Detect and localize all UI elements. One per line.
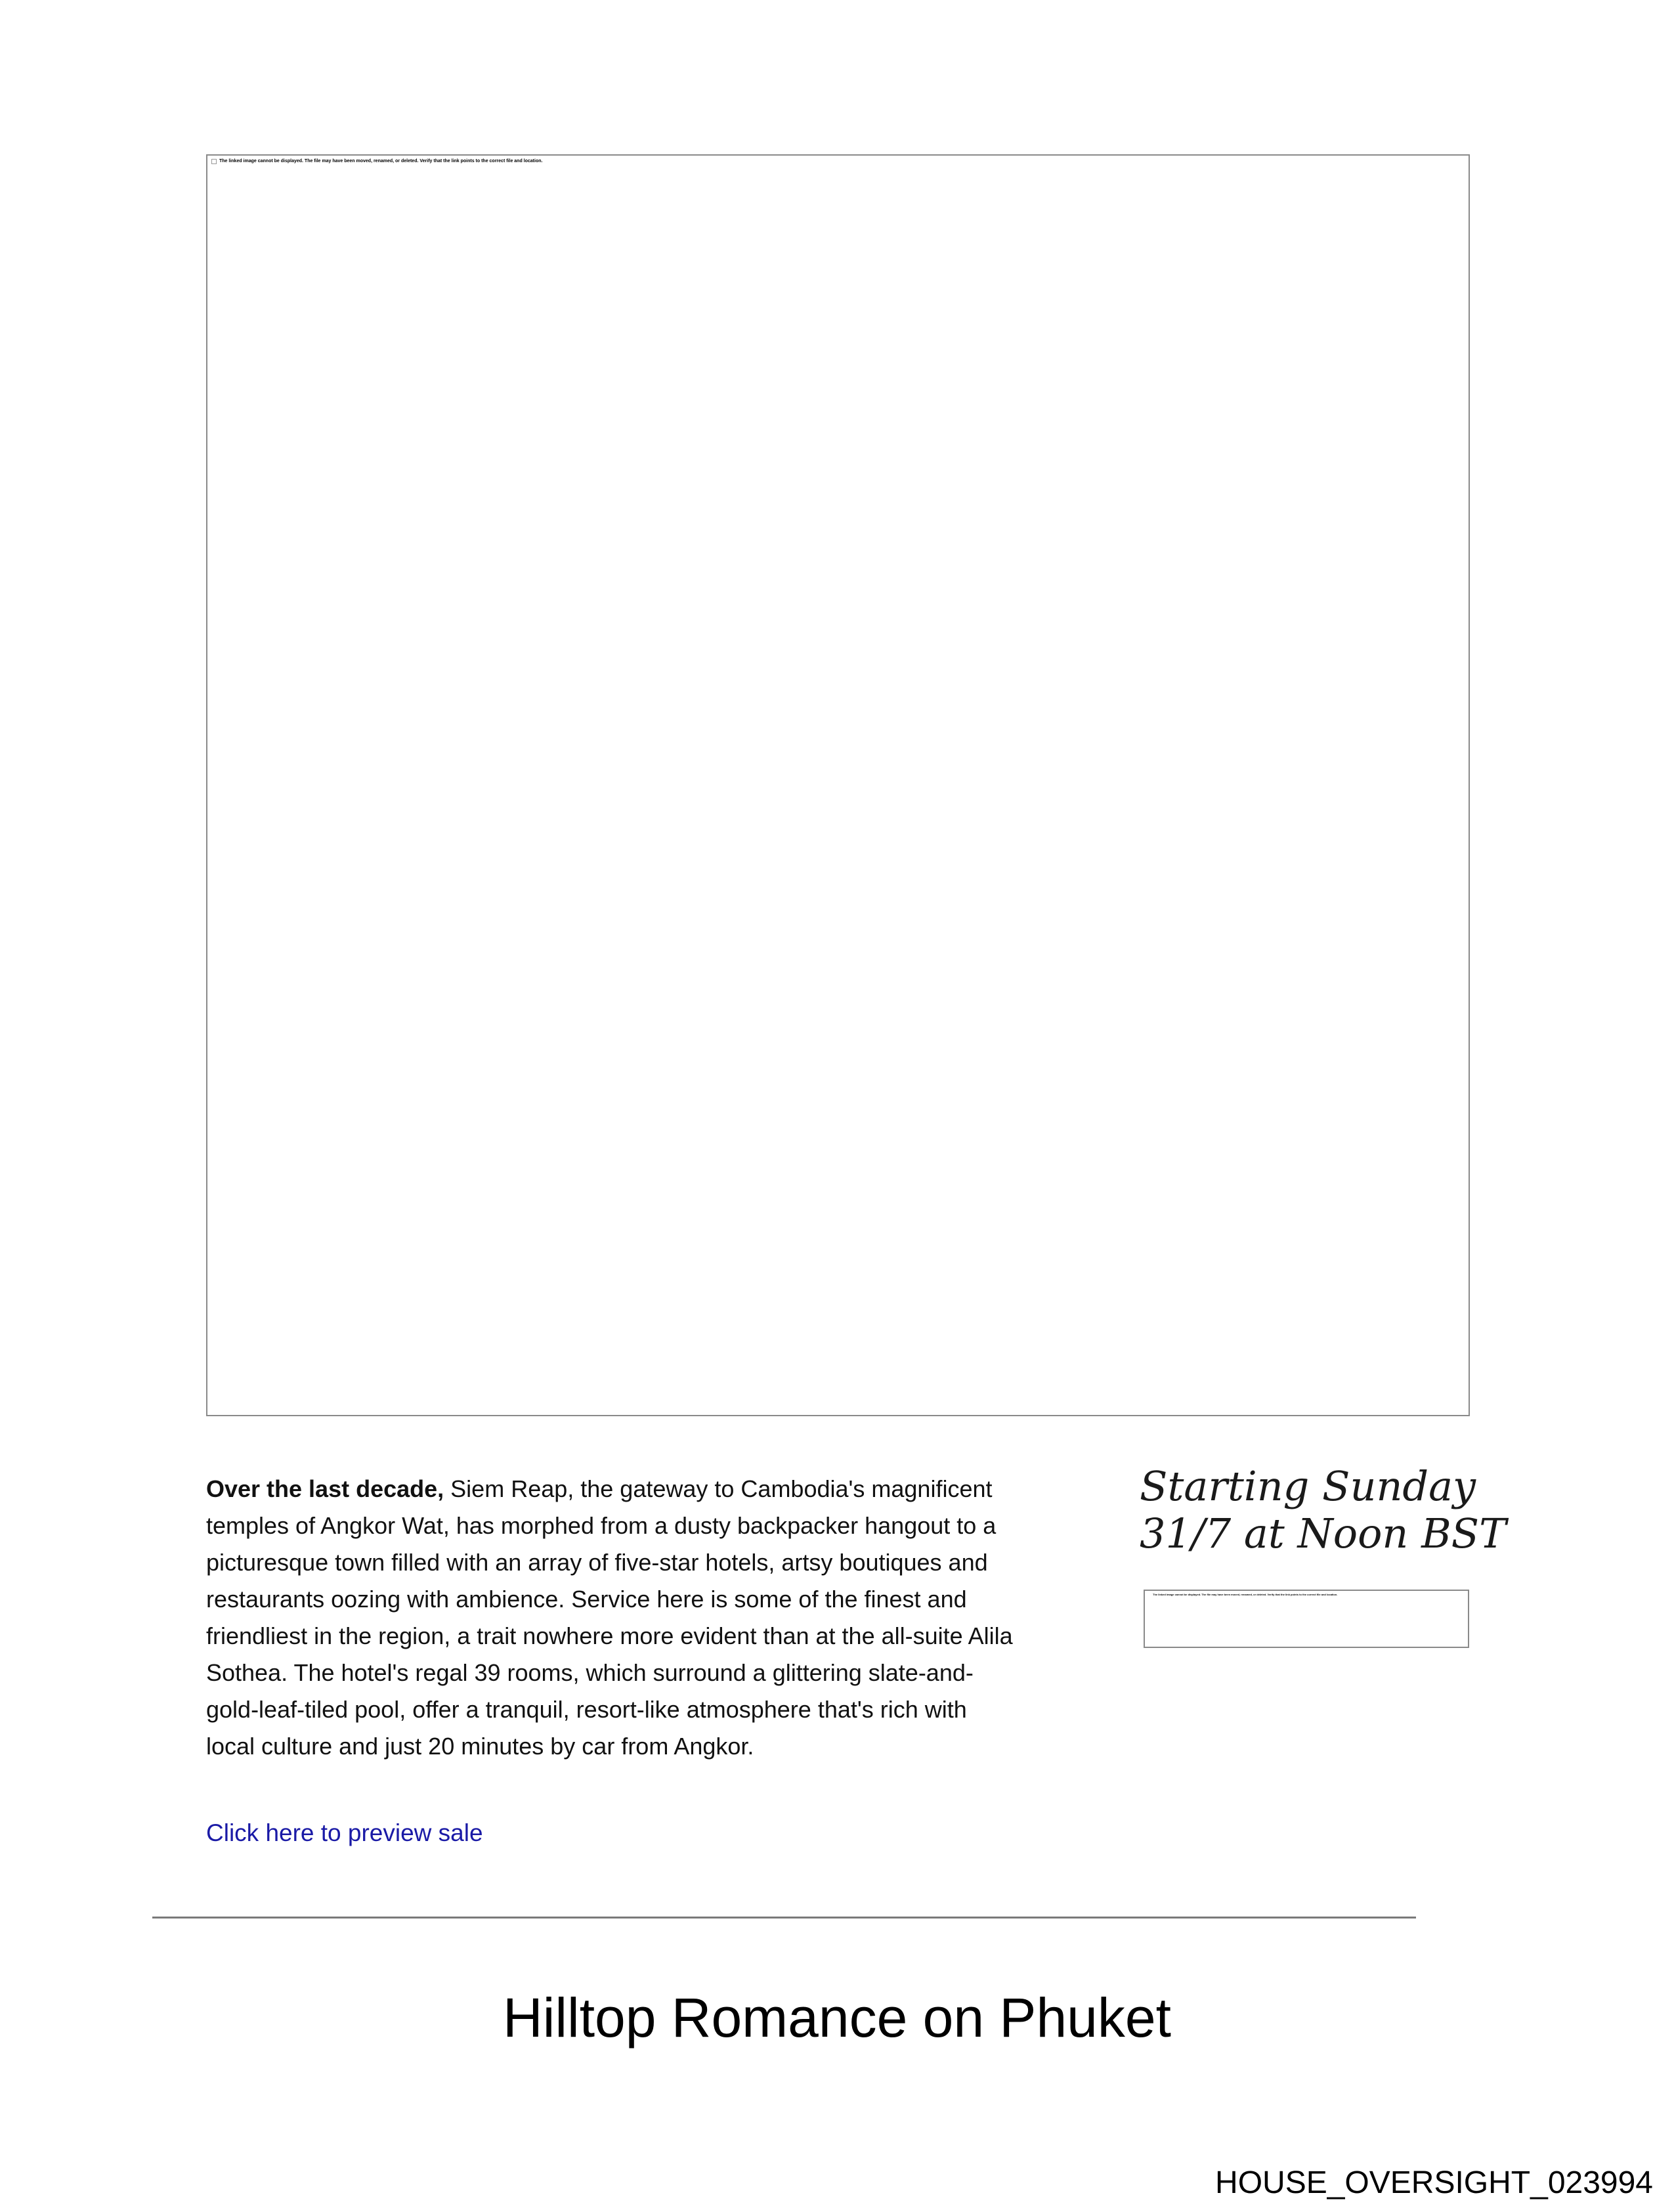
broken-image-text: The linked image cannot be displayed. The file may have been moved, renamed, or deleted. Verify that the link points to the correct file and location.	[219, 159, 543, 163]
article-lead: Over the last decade,	[206, 1475, 444, 1502]
article-text: Siem Reap, the gateway to Cambodia's magnificent temples of Angkor Wat, has morphed from a dusty backpacker hangout to a picturesque town filled with an array of five-star hotels, artsy boutiques and restaurants oozing with ambience. Service here is some of the finest and friendliest in the region, a trait nowhere more evident than at the all-suite Alila Sothea. The hotel's regal 39 rooms, which surround a glittering slate-and-gold-leaf-tiled pool, offer a tranquil, resort-like atmosphere that's rich with local culture and just 20 minutes by car from Angkor.	[206, 1475, 1013, 1760]
broken-image-notice	[211, 158, 542, 164]
promo-image-placeholder	[1144, 1590, 1469, 1648]
promo-broken-image-text: The linked image cannot be displayed. The file may have been moved, renamed, or deleted. Verify that the link points to the correct file and location.	[1153, 1593, 1338, 1596]
bates-number: HOUSE_OVERSIGHT_023994	[1215, 2165, 1653, 2200]
section-heading: Hilltop Romance on Phuket	[503, 1987, 1171, 2049]
broken-image-icon	[211, 159, 217, 164]
promo-start-date	[1140, 1462, 1507, 1557]
article-body	[206, 1471, 1014, 1765]
article-paragraph	[206, 1471, 1014, 1765]
promo-line-2: 31/7 at Noon BST	[1140, 1509, 1507, 1557]
promo-line-1: Starting Sunday	[1140, 1462, 1476, 1510]
main-image-placeholder	[206, 154, 1470, 1416]
section-divider	[152, 1917, 1416, 1919]
preview-sale-link[interactable]: Click here to preview sale	[206, 1819, 483, 1846]
